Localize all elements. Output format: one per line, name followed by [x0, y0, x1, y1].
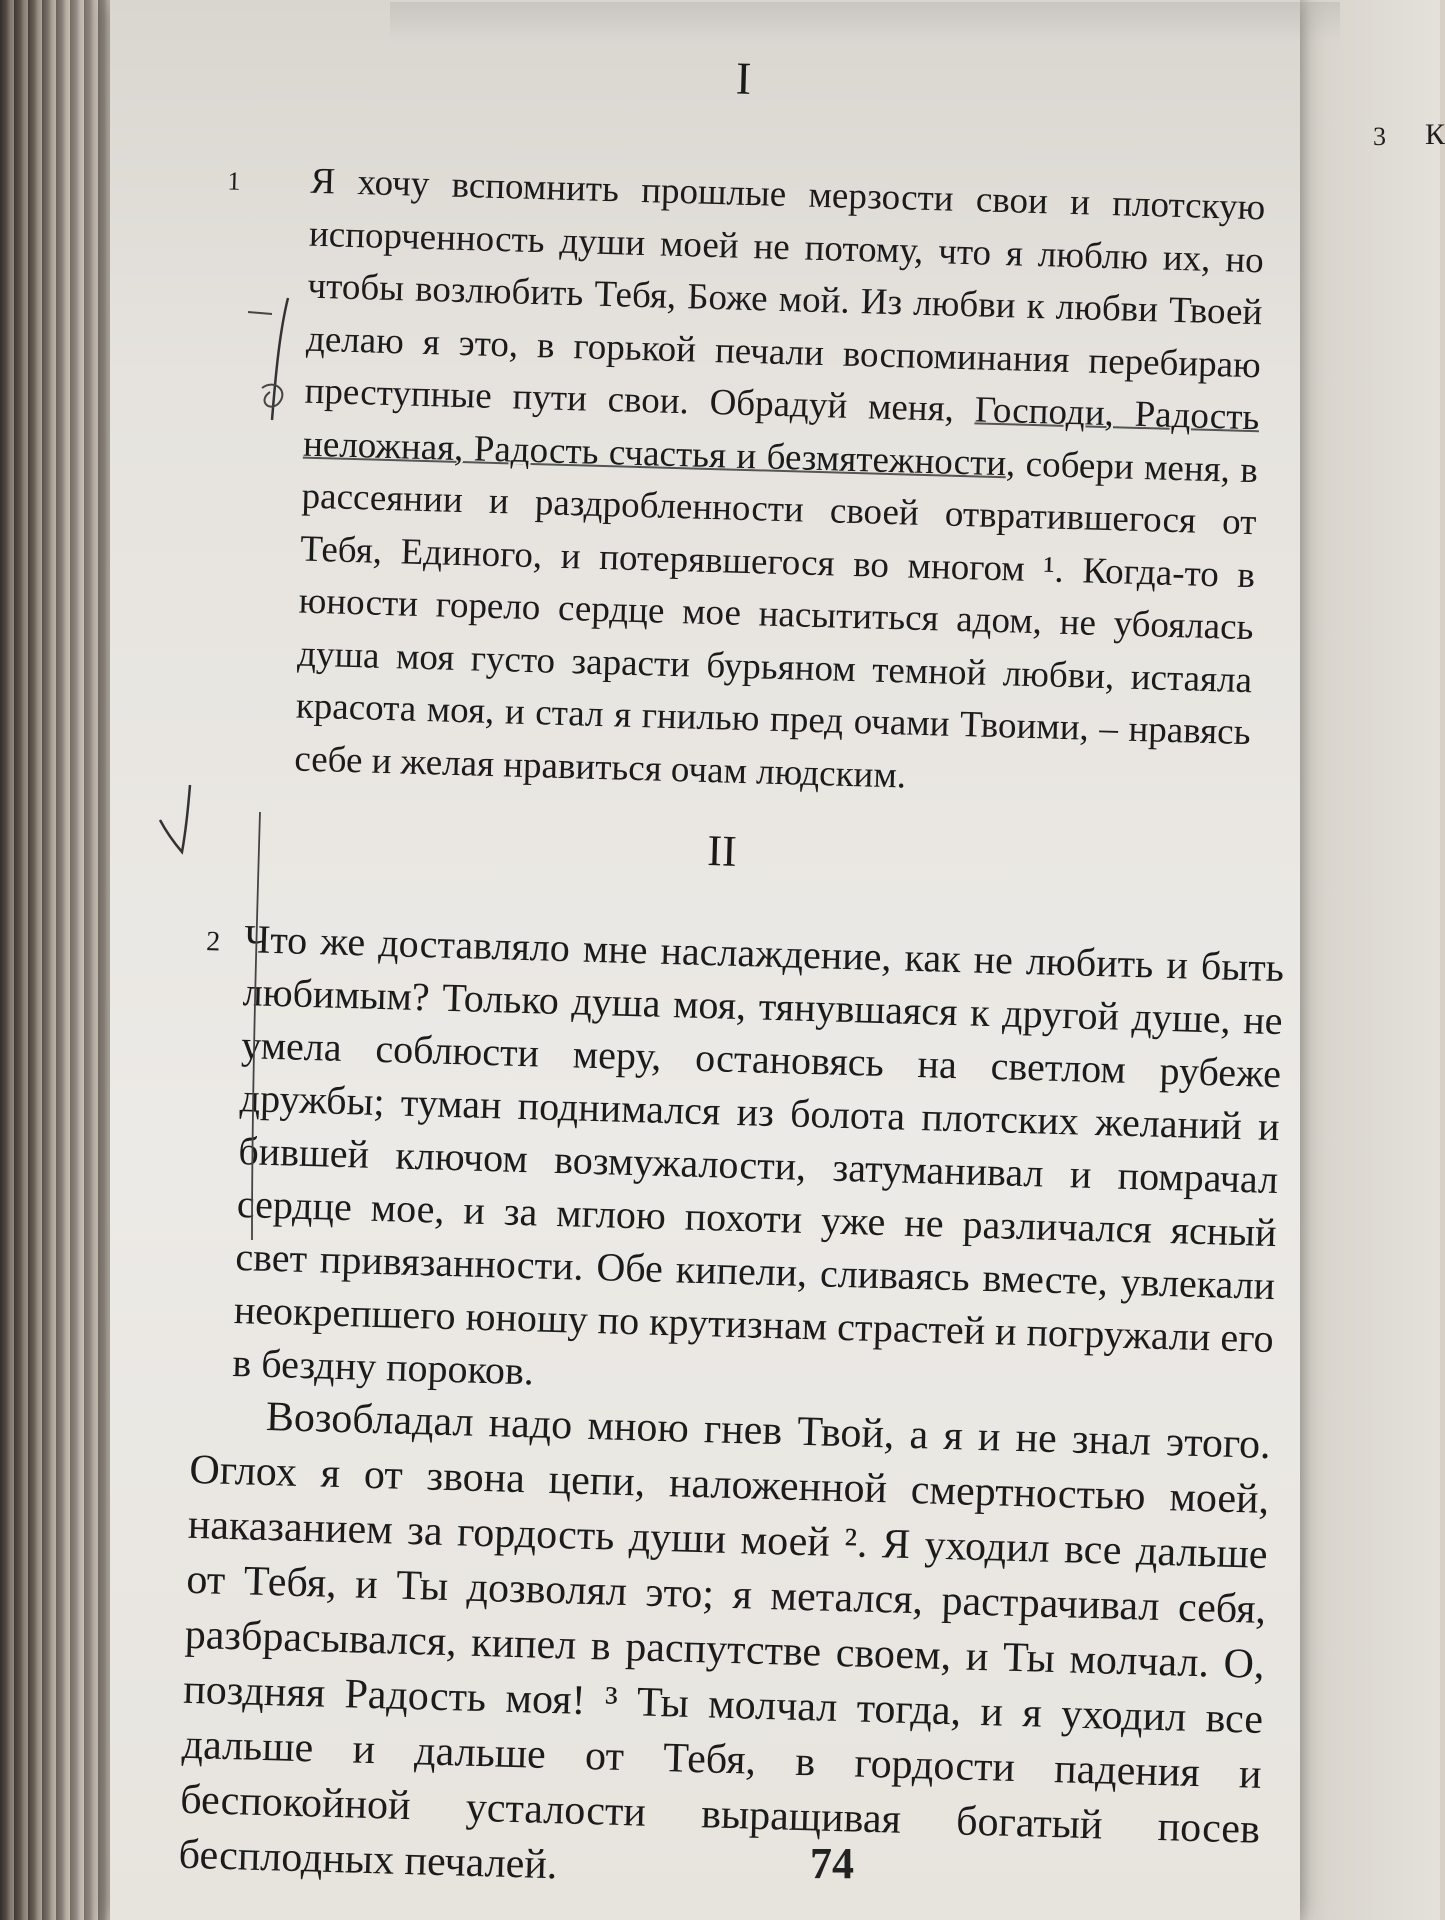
- text-block: [128, 20, 1310, 1913]
- paragraph-2-text: Что же доставляло мне наслаждение, как не любить и быть любимым? Только душа моя, тянувшаяся к другой душе, не умела соблюсти меру, остановясь на светлом рубеже дружбы; туман поднимался из болота плотских желаний и бившей ключом возмужалости, затуманивал и помрачал сердце мое, и за мглою похоти уже не различался ясный свет привязанности. Обе кипели, сливаясь вместе, увлекали неокрепшего юношу по крутизнам страстей и погружали его в бездну пороков.: [231, 916, 1285, 1394]
- paragraph-1-text-b: , собери меня, в рассеянии и раздробленности своей отвратившегося от Тебя, Единого, и потерявшегося во многом ¹. Когда-то в юности горело сердце мое насытиться адом, не убоялась душа моя густо зарасти бурьяном темной любви, истаяла красота моя, и стал я гнилью пред очами Твоими, – нравясь себе и желая нравиться очам людским.: [293, 442, 1259, 797]
- paragraph-number-2: 2: [205, 926, 221, 958]
- chapter-heading-1: I: [735, 52, 752, 104]
- paragraph-3: Возобладал надо мною гнев Твой, а я и не знал этого. Оглох я от звона цепи, наложенной смертностью моей, наказанием за гордость души моей ². Я уходил все дальше от Тебя, и Ты дозволял это; я метался, растрачивал себя, разбрасывался, кипел в распутстве своем, и Ты молчал. О, поздняя Радость моя! ³ Ты молчал тогда, и я уходил все дальше и дальше от Тебя, в гордости падения и беспокойной усталости выращивая богатый посев бесплодных печалей.: [178, 1393, 1272, 1889]
- paragraph-number-1: 1: [227, 166, 241, 196]
- chapter-heading-2: II: [706, 826, 738, 876]
- underlined-phrase: Господи, Радость неложная, Радость счастья и безмятежности: [302, 389, 1260, 484]
- right-page-strip: [1290, 0, 1440, 1920]
- paragraph-1-text-a: Я хочу вспомнить прошлые мерзости свои и плотскую испорченность души моей не потому, что я люблю их, но чтобы возлюбить Тебя, Боже мой. Из любви к любви Твоей делаю я это, в горькой печали воспоминания перебираю преступные пути свои. Обрадуй меня,: [304, 160, 1266, 431]
- right-page-para-number: 3: [1373, 122, 1386, 151]
- paragraph-1: [159, 152, 1306, 813]
- right-page-letter: К: [1425, 118, 1445, 151]
- book-edge: [0, 0, 120, 1920]
- paragraph-2: [142, 910, 1285, 1418]
- page-number: 74: [810, 1839, 854, 1888]
